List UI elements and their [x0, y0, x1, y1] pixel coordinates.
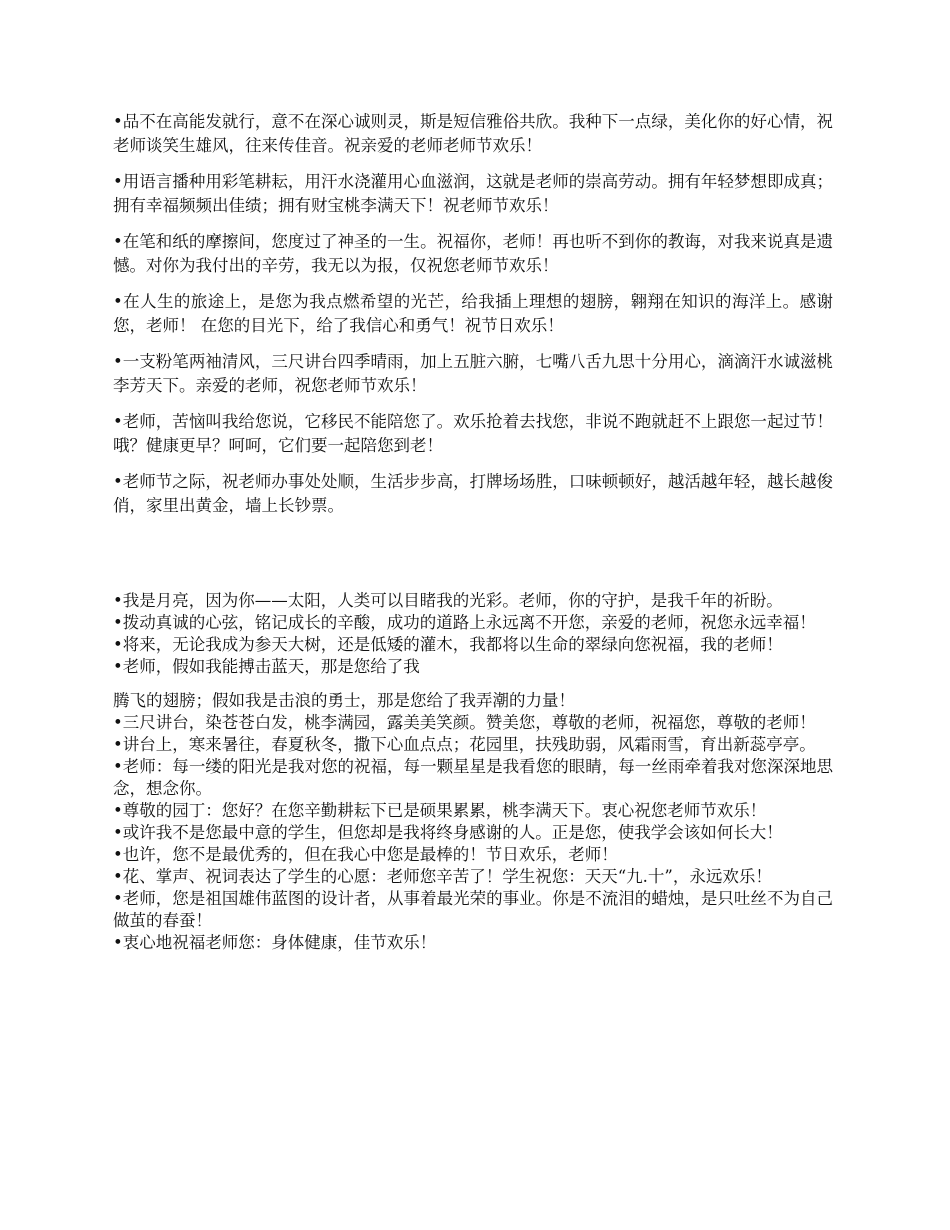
- paragraph: •一支粉笔两袖清风，三尺讲台四季晴雨，加上五脏六腑，七嘴八舌九思十分用心，滴滴汗水诚滋桃李芳天下。亲爱的老师，祝您老师节欢乐！: [113, 352, 833, 395]
- paragraph: •品不在高能发就行，意不在深心诚则灵，斯是短信雅俗共欣。我种下一点绿，美化你的好心情，祝老师谈笑生雄风，往来传佳音。祝亲爱的老师老师节欢乐！: [113, 112, 833, 155]
- paragraph: •老师，苦恼叫我给您说，它移民不能陪您了。欢乐抢着去找您，非说不跑就赶不上跟您一起过节！哦？健康更早？呵呵，它们要一起陪您到老！: [113, 412, 833, 455]
- paragraph: •我是月亮，因为你——太阳，人类可以目睹我的光彩。老师，你的守护，是我千年的祈盼。: [113, 591, 783, 610]
- paragraph: •三尺讲台，染苍苍白发，桃李满园，露美美笑颜。赞美您，尊敬的老师，祝福您，尊敬的老师！: [113, 713, 816, 732]
- paragraph: •老师，您是祖国雄伟蓝图的设计者，从事着最光荣的事业。你是不流泪的蜡烛，是只吐丝不为自己做茧的春蚕！: [113, 889, 833, 930]
- paragraph: •老师节之际，祝老师办事处处顺，生活步步高，打牌场场胜，口味顿顿好，越活越年轻，越长越俊俏，家里出黄金，墙上长钞票。: [113, 472, 833, 515]
- paragraph: •用语言播种用彩笔耕耘，用汗水浇灌用心血滋润，这就是老师的崇高劳动。拥有年轻梦想即成真；拥有幸福频频出佳绩；拥有财宝桃李满天下！祝老师节欢乐！: [113, 172, 833, 215]
- paragraph: •在人生的旅途上，是您为我点燃希望的光芒，给我插上理想的翅膀，翱翔在知识的海洋上。感谢您，老师！ 在您的目光下，给了我信心和勇气！祝节日欢乐！: [113, 292, 833, 335]
- paragraph: •老师：每一缕的阳光是我对您的祝福，每一颗星星是我看您的眼睛，每一丝雨牵着我对您深深地思念，想念你。: [113, 757, 833, 798]
- greetings-section-1: [113, 110, 833, 518]
- paragraph: •将来，无论我成为参天大树，还是低矮的灌木，我都将以生命的翠绿向您祝福，我的老师！: [113, 635, 783, 654]
- paragraph: 腾飞的翅膀；假如我是击浪的勇士，那是您给了我弄潮的力量！: [113, 691, 575, 710]
- paragraph: •讲台上，寒来暑往，春夏秋冬，撒下心血点点；花园里，扶残助弱，风霜雨雪，育出新蕊亭亭。: [113, 735, 816, 754]
- section-gap: [113, 530, 833, 590]
- paragraph: •在笔和纸的摩擦间，您度过了神圣的一生。祝福你，老师！再也听不到你的教诲，对我来说真是遗憾。对你为我付出的辛劳，我无以为报，仅祝您老师节欢乐！: [113, 232, 833, 275]
- paragraph: •也许，您不是最优秀的，但在我心中您是最棒的！节日欢乐，老师！: [113, 845, 618, 864]
- paragraph: •衷心地祝福老师您：身体健康，佳节欢乐！: [113, 933, 437, 952]
- paragraph: •尊敬的园丁：您好？在您辛勤耕耘下已是硕果累累，桃李满天下。衷心祝您老师节欢乐！: [113, 801, 767, 820]
- paragraph: •拨动真诚的心弦，铭记成长的辛酸，成功的道路上永远离不开您，亲爱的老师，祝您永远幸福！: [113, 613, 816, 632]
- document-page: [113, 110, 833, 954]
- paragraph: •或许我不是您最中意的学生，但您却是我将终身感谢的人。正是您，使我学会该如何长大！: [113, 823, 783, 842]
- paragraph: •老师，假如我能搏击蓝天，那是您给了我: [113, 657, 420, 676]
- greetings-section-2: [113, 590, 833, 954]
- paragraph: •花、掌声、祝词表达了学生的心愿：老师您辛苦了！学生祝您：天天“九.十”，永远欢乐！: [113, 867, 772, 886]
